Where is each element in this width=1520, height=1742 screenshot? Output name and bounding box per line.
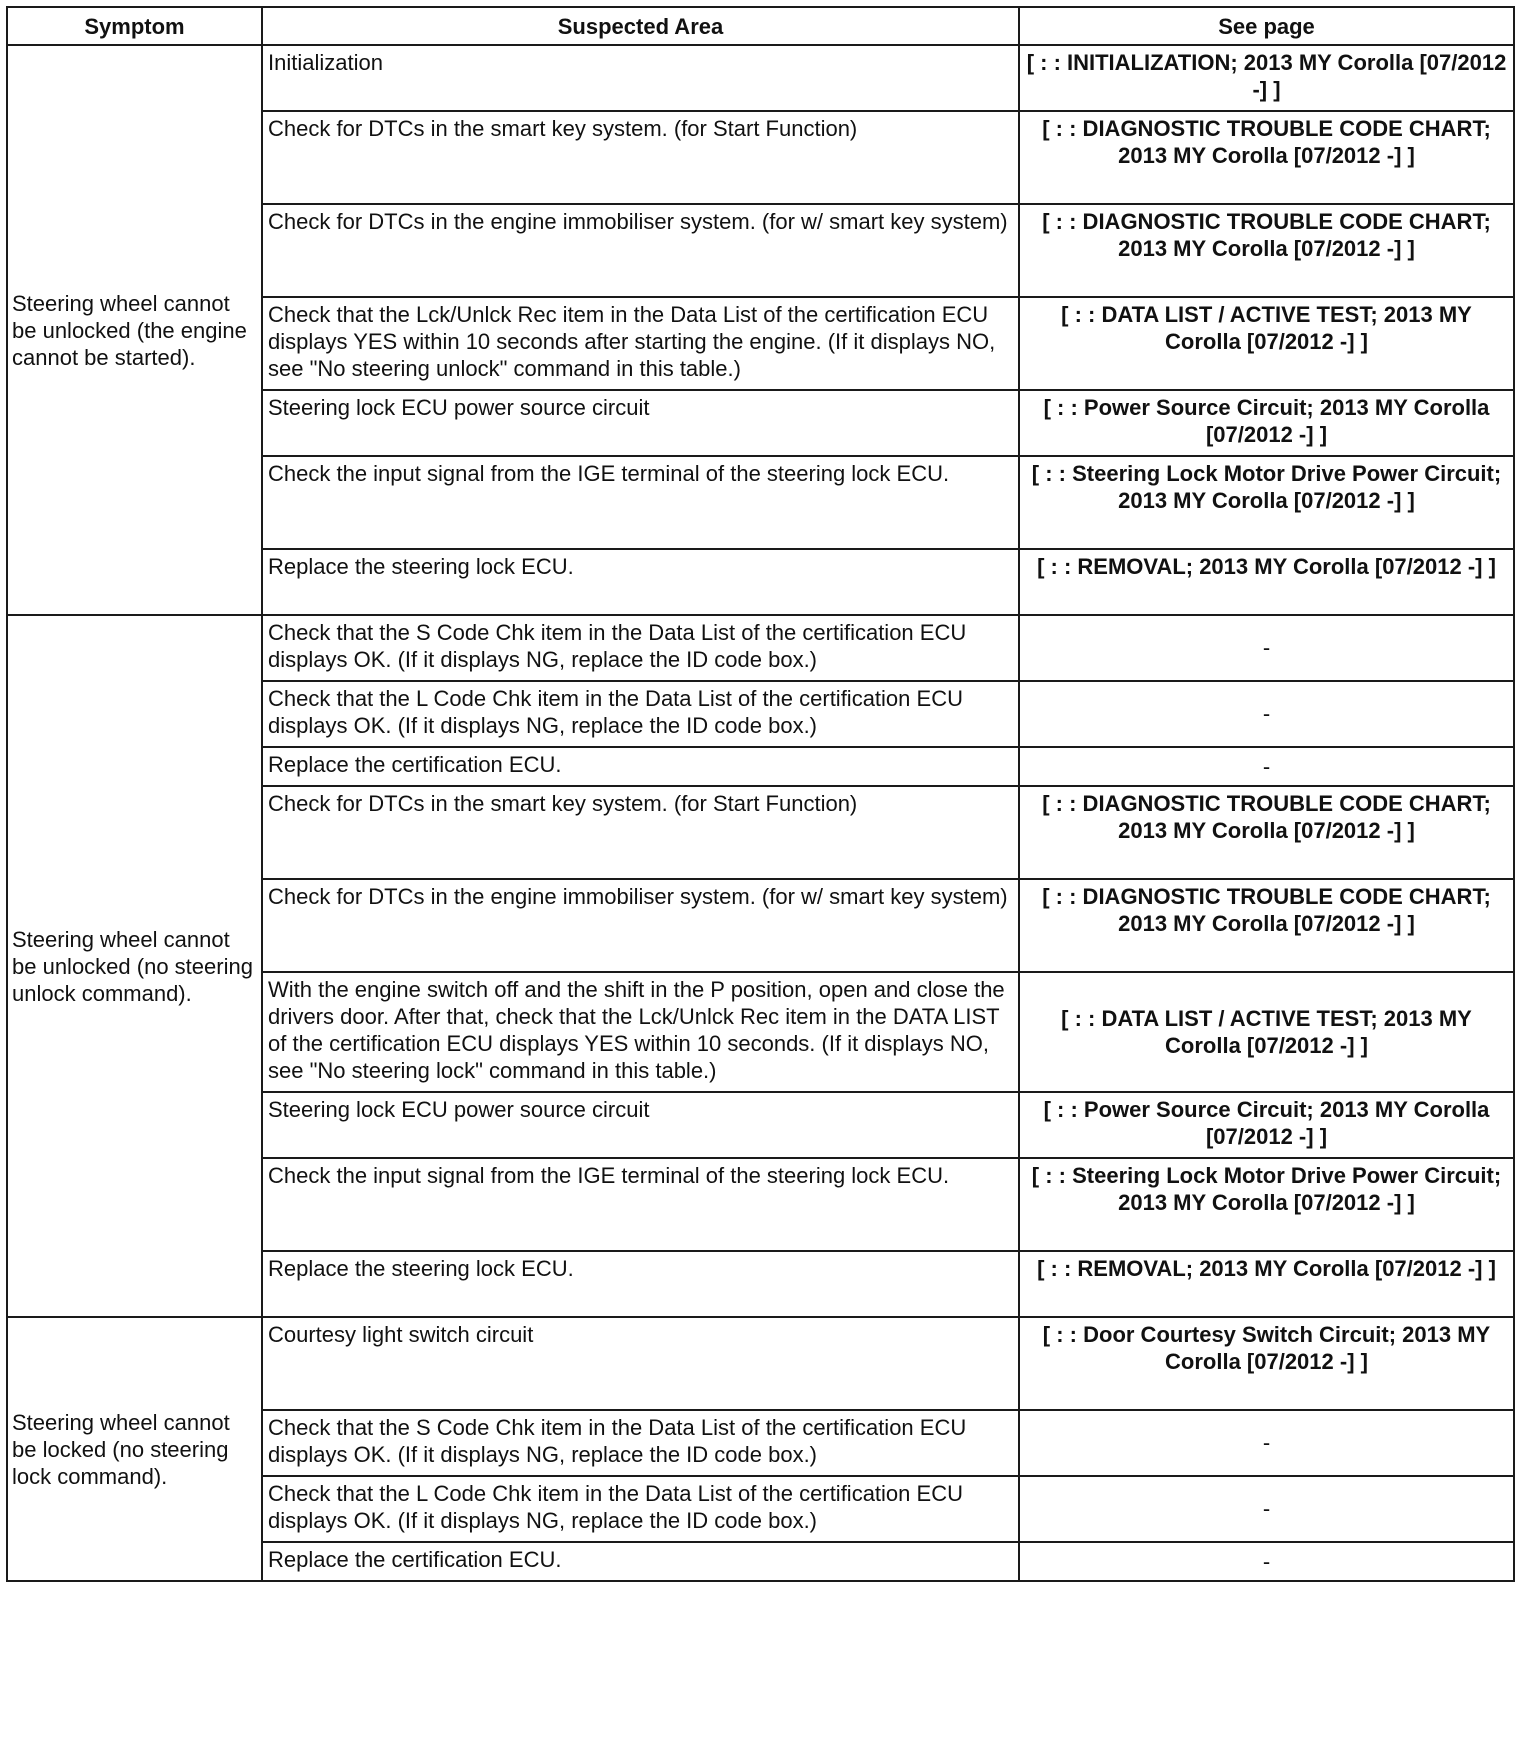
- see-page-cell: -: [1019, 1476, 1514, 1542]
- suspected-area-cell: Check for DTCs in the engine immobiliser system. (for w/ smart key system): [262, 204, 1019, 297]
- see-page-link[interactable]: [ : : DIAGNOSTIC TROUBLE CODE CHART; 2013 MY Corolla [07/2012 -] ]: [1019, 786, 1514, 879]
- see-page-cell: -: [1019, 1542, 1514, 1581]
- table-row: [7, 615, 1514, 681]
- symptom-cell: Steering wheel cannot be unlocked (no steering unlock command).: [7, 615, 262, 1317]
- header-suspected-area: Suspected Area: [262, 7, 1019, 45]
- see-page-link[interactable]: [ : : Power Source Circuit; 2013 MY Corolla [07/2012 -] ]: [1019, 390, 1514, 456]
- suspected-area-cell: Courtesy light switch circuit: [262, 1317, 1019, 1410]
- suspected-area-cell: Check for DTCs in the smart key system. (for Start Function): [262, 111, 1019, 204]
- see-page-link[interactable]: [ : : Door Courtesy Switch Circuit; 2013 MY Corolla [07/2012 -] ]: [1019, 1317, 1514, 1410]
- suspected-area-cell: Check that the S Code Chk item in the Data List of the certification ECU displays OK. (If it displays NG, replace the ID code box.): [262, 615, 1019, 681]
- table-row: [7, 45, 1514, 111]
- header-symptom: Symptom: [7, 7, 262, 45]
- see-page-link[interactable]: [ : : DATA LIST / ACTIVE TEST; 2013 MY Corolla [07/2012 -] ]: [1019, 972, 1514, 1092]
- see-page-link[interactable]: [ : : Steering Lock Motor Drive Power Circuit; 2013 MY Corolla [07/2012 -] ]: [1019, 1158, 1514, 1251]
- see-page-link[interactable]: [ : : REMOVAL; 2013 MY Corolla [07/2012 -] ]: [1019, 549, 1514, 615]
- see-page-link[interactable]: [ : : DATA LIST / ACTIVE TEST; 2013 MY Corolla [07/2012 -] ]: [1019, 297, 1514, 390]
- see-page-link[interactable]: [ : : Power Source Circuit; 2013 MY Corolla [07/2012 -] ]: [1019, 1092, 1514, 1158]
- suspected-area-cell: Check for DTCs in the engine immobiliser system. (for w/ smart key system): [262, 879, 1019, 972]
- suspected-area-cell: Check the input signal from the IGE terminal of the steering lock ECU.: [262, 1158, 1019, 1251]
- see-page-link[interactable]: [ : : DIAGNOSTIC TROUBLE CODE CHART; 2013 MY Corolla [07/2012 -] ]: [1019, 879, 1514, 972]
- see-page-cell: -: [1019, 681, 1514, 747]
- suspected-area-cell: Check that the L Code Chk item in the Data List of the certification ECU displays OK. (If it displays NG, replace the ID code box.): [262, 1476, 1019, 1542]
- suspected-area-cell: Check that the L Code Chk item in the Data List of the certification ECU displays OK. (If it displays NG, replace the ID code box.): [262, 681, 1019, 747]
- symptom-cell: Steering wheel cannot be locked (no steering lock command).: [7, 1317, 262, 1581]
- see-page-link[interactable]: [ : : DIAGNOSTIC TROUBLE CODE CHART; 2013 MY Corolla [07/2012 -] ]: [1019, 204, 1514, 297]
- suspected-area-cell: Check for DTCs in the smart key system. (for Start Function): [262, 786, 1019, 879]
- see-page-cell: -: [1019, 1410, 1514, 1476]
- header-see-page: See page: [1019, 7, 1514, 45]
- suspected-area-cell: Steering lock ECU power source circuit: [262, 390, 1019, 456]
- table-row: [7, 1317, 1514, 1410]
- see-page-cell: -: [1019, 615, 1514, 681]
- suspected-area-cell: Steering lock ECU power source circuit: [262, 1092, 1019, 1158]
- see-page-link[interactable]: [ : : Steering Lock Motor Drive Power Circuit; 2013 MY Corolla [07/2012 -] ]: [1019, 456, 1514, 549]
- see-page-link[interactable]: [ : : INITIALIZATION; 2013 MY Corolla [07/2012 -] ]: [1019, 45, 1514, 111]
- suspected-area-cell: Check the input signal from the IGE terminal of the steering lock ECU.: [262, 456, 1019, 549]
- troubleshooting-table: [6, 6, 1515, 1582]
- see-page-link[interactable]: [ : : REMOVAL; 2013 MY Corolla [07/2012 -] ]: [1019, 1251, 1514, 1317]
- symptom-cell: Steering wheel cannot be unlocked (the engine cannot be started).: [7, 45, 262, 615]
- suspected-area-cell: Check that the Lck/Unlck Rec item in the Data List of the certification ECU displays YES within 10 seconds after starting the engine. (If it displays NO, see "No steering unlock" command in this table.): [262, 297, 1019, 390]
- see-page-link[interactable]: [ : : DIAGNOSTIC TROUBLE CODE CHART; 2013 MY Corolla [07/2012 -] ]: [1019, 111, 1514, 204]
- suspected-area-cell: Initialization: [262, 45, 1019, 111]
- suspected-area-cell: Replace the certification ECU.: [262, 1542, 1019, 1581]
- suspected-area-cell: Replace the steering lock ECU.: [262, 549, 1019, 615]
- see-page-cell: -: [1019, 747, 1514, 786]
- suspected-area-cell: With the engine switch off and the shift in the P position, open and close the drivers door. After that, check that the Lck/Unlck Rec item in the DATA LIST of the certification ECU displays YES within 10 seconds. (If it displays NO, see "No steering lock" command in this table.): [262, 972, 1019, 1092]
- suspected-area-cell: Check that the S Code Chk item in the Data List of the certification ECU displays OK. (If it displays NG, replace the ID code box.): [262, 1410, 1019, 1476]
- suspected-area-cell: Replace the certification ECU.: [262, 747, 1019, 786]
- header-row: [7, 7, 1514, 45]
- suspected-area-cell: Replace the steering lock ECU.: [262, 1251, 1019, 1317]
